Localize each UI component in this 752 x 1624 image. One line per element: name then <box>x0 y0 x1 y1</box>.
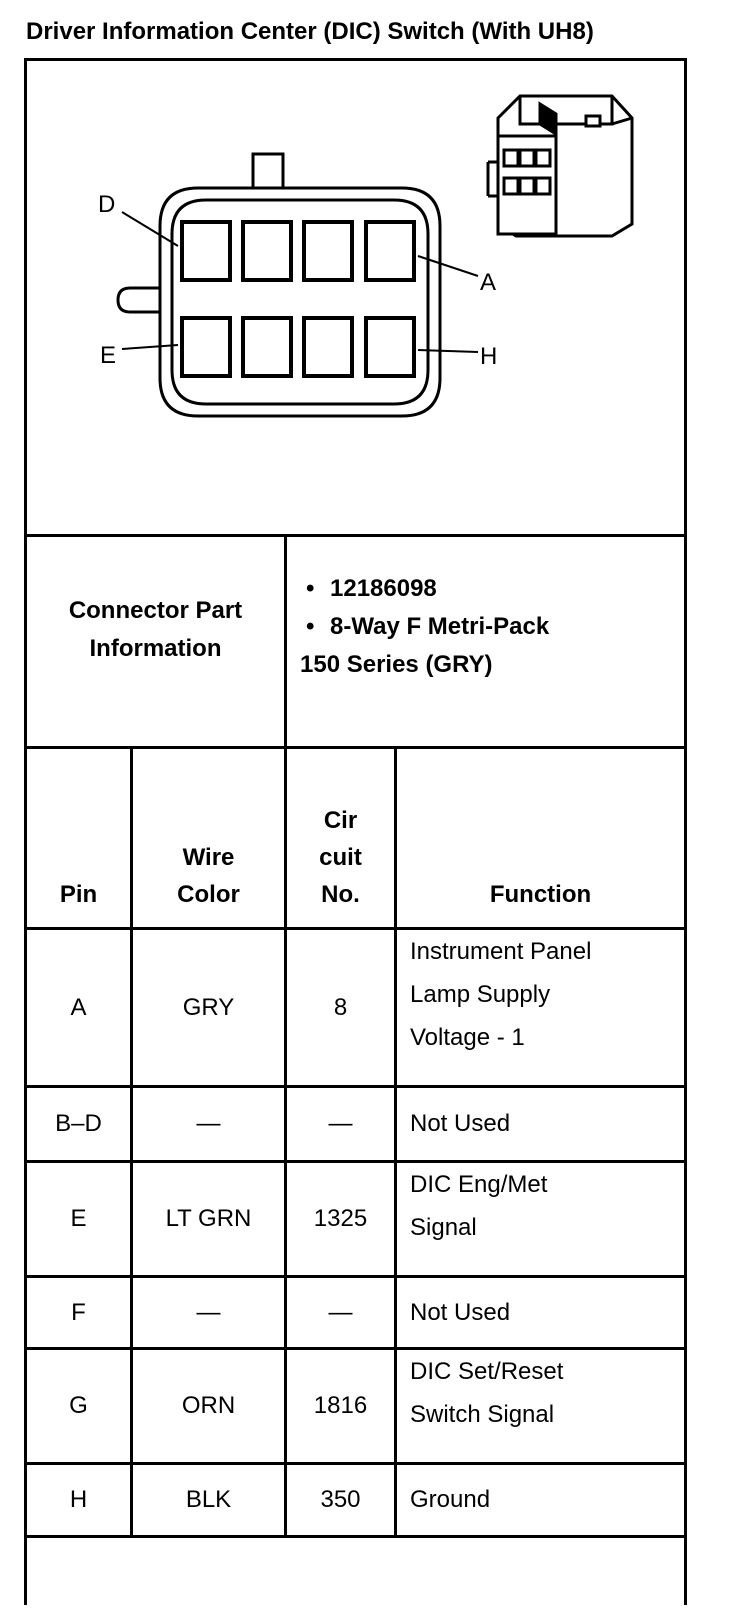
table-row-f-function: Not Used <box>410 1298 511 1326</box>
header-wire-color-2: Color <box>177 881 240 908</box>
table-row-a-wire: GRY <box>182 993 235 1021</box>
connector-label-line1: Connector Part <box>68 597 243 624</box>
pin-label-a: A <box>480 269 497 296</box>
header-pin: Pin <box>59 881 98 908</box>
table-row-e-circuit: 1325 <box>313 1205 368 1232</box>
table-row-a-function <box>410 930 680 1085</box>
connector-desc-line2: 150 Series (GRY) <box>300 651 493 678</box>
function-line: Signal <box>410 1214 477 1241</box>
table-row-g-pin: G <box>69 1392 88 1419</box>
header-circuit-1: Cir <box>323 807 358 834</box>
table-row-a-pin: A <box>70 993 87 1021</box>
table-row-h-function: Ground <box>410 1486 491 1513</box>
table-row-e-wire: LT GRN <box>165 1205 252 1232</box>
table-row-h-circuit: 350 <box>320 1486 361 1513</box>
table-row-a-circuit: 8 <box>333 993 348 1021</box>
function-line: Instrument Panel <box>410 938 592 965</box>
table-row-bd-wire: — <box>196 1110 221 1137</box>
function-line: Switch Signal <box>410 1401 555 1428</box>
bullet-icon: • <box>306 575 315 602</box>
table-row-f-wire: — <box>196 1298 221 1326</box>
table-row-bd-function: Not Used <box>410 1110 511 1137</box>
table-row-h-wire: BLK <box>185 1486 232 1513</box>
table-row-h-pin: H <box>69 1486 88 1513</box>
part-number: 12186098 <box>330 575 437 602</box>
table-row-bd-circuit: — <box>328 1110 353 1137</box>
table-row-f-pin: F <box>71 1298 86 1326</box>
connector-label-line2: Information <box>89 635 222 662</box>
pin-label-e: E <box>100 342 117 369</box>
function-line: Voltage - 1 <box>410 1024 525 1051</box>
connector-desc-line1: 8-Way F Metri-Pack <box>330 613 550 640</box>
function-line: Lamp Supply <box>410 981 551 1008</box>
page-title: Driver Information Center (DIC) Switch (With UH8) <box>26 18 594 45</box>
table-row-e-pin: E <box>70 1205 87 1232</box>
table-row-g-wire: ORN <box>181 1392 236 1419</box>
table-row-g-circuit: 1816 <box>313 1392 368 1419</box>
table-row-g-function <box>410 1350 680 1462</box>
table-row-e-function <box>410 1163 680 1275</box>
header-wire-color-1: Wire <box>182 844 235 871</box>
header-function: Function <box>489 881 592 908</box>
connector-info <box>290 570 549 684</box>
function-line: DIC Eng/Met <box>410 1171 548 1198</box>
function-line: DIC Set/Reset <box>410 1358 564 1385</box>
header-circuit-2: cuit <box>319 844 362 871</box>
connector-diagram <box>0 0 752 540</box>
pin-label-d: D <box>98 191 116 218</box>
pin-label-h: H <box>480 343 498 370</box>
header-circuit-3: No. <box>321 881 360 908</box>
table-row-bd-pin: B–D <box>55 1110 102 1137</box>
bullet-icon: • <box>306 613 315 640</box>
table-row-f-circuit: — <box>328 1298 353 1326</box>
